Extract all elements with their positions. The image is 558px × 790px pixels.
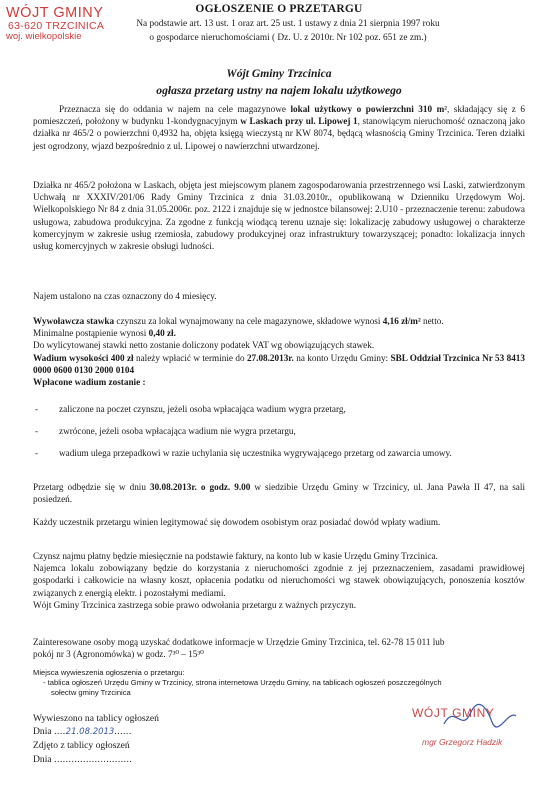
p7-account: SBL Oddział Trzcinica Nr 53 8413 0000 0600 0130 2000 0104	[33, 352, 525, 375]
posted-label: Wywieszono na tablicy ogłoszeń	[33, 713, 159, 724]
legal-line-1: Na podstawie art. 13 ust. 1 oraz art. 25 ust. 1 ustawy z dnia 21 sierpnia 1997 roku	[136, 19, 440, 29]
paragraph-contact	[33, 636, 525, 660]
p12-text: Najemca lokalu zobowiązany będzie do korzystania z nieruchomości zgodnie z jej przeznaczeniem, zasadami prawidłowej gospodarki i całkowicie na własny koszt, opłacenia podatku od nieruchomości wg stawek obowiązujących, ponoszenia kosztów związanych z energią elektr. i pozostałymi mediami.	[33, 563, 525, 598]
legal-basis	[88, 18, 488, 45]
paragraph-payment	[33, 550, 525, 611]
removed-date-blank: ...........................	[54, 753, 133, 765]
posting-record	[33, 712, 253, 766]
removed-date-label: Dnia	[33, 753, 52, 765]
announcement-line-1: Wójt Gminy Trzcinica	[226, 67, 332, 80]
signature-name: mgr Grzegorz Hadzik	[422, 737, 503, 747]
removed-label: Zdjęto z tablicy ogłoszeń	[33, 740, 130, 752]
posted-date-row: Dnia ....21.08.2013......	[33, 726, 132, 738]
list-item: - zwrócone, jeżeli osoba wpłacająca wadium nie wygra przetargu,	[33, 425, 525, 437]
p8-text: Wpłacone wadium zostanie :	[33, 377, 146, 388]
p4-text: czynszu za lokal wynajmowany na cele magazynowe, składowe wynosi	[114, 316, 383, 326]
wadium-list	[33, 403, 525, 460]
paragraph-rates	[33, 315, 525, 388]
p7-deadline: 27.08.2013r.	[246, 352, 294, 363]
p9-place: w siedzibie Urzędu Gminy w Trzcinicy, ul. Jana Pawła II 47, na sali posiedzeń.	[33, 482, 525, 505]
p9-text: Przetarg odbędzie się w dniu	[33, 482, 150, 492]
page-title: OGŁOSZENIE O PRZETARGU	[195, 3, 363, 15]
legal-line-2: o gospodarce nieruchomościami ( Dz. U. z 2010r. Nr 102 poz. 651 ze zm.)	[149, 32, 427, 43]
p2-text: Działka nr 465/2 położona w Laskach, objęta jest miejscowym planem zagospodarowania przestrzennego wsi Laski, zatwierdzonym Uchwałą nr XXXIV/201/06 Rady Gminy Trzcinica z dnia 31.03.2010r., opublikowaną w Dzienniku Urzędowym Woj. Wielkopolskiego Nr 84 z dnia 31.05.2006r. poz. 2122 i znajduje się w jednostce bilansowej: 2.U10 - przeznaczenie terenu: zabudowa usługowa, zabudowa produkcyjna. Za zgodne z funkcją wiodącą terenu uznaje się: lokalizację zabudowy usługowej o charakterze komercyjnym w zakresie usług rzemiosła, zabudowy produkcyjnej oraz infrastruktury towarzyszącej; ponadto: lokalizacja innych usług komercyjnych w zakresie obsługi ludności.	[33, 180, 525, 252]
paragraph-zoning	[33, 179, 525, 252]
posted-date-label: Dnia	[33, 726, 52, 738]
p4-rate: 4,16 zł/m²	[382, 316, 421, 326]
p1-area: lokal użytkowy o powierzchni 310 m²	[290, 104, 447, 114]
p14-text-b: pokój nr 3 (Agronomówka) w godz. 7³⁰ – 15³⁰	[33, 649, 204, 660]
removed-date-row	[33, 753, 253, 766]
p7-text: należy wpłacić w terminie do	[133, 352, 247, 363]
p7-wadium: Wadium wysokości 400 zł	[33, 352, 134, 363]
signature-stamp: WÓJT GMINY	[412, 706, 495, 720]
p1-text-c: , składający się z 6 pomieszczeń, położony w budynku 1-kondygnacyjnym	[33, 104, 526, 127]
p5-text: Minimalne postąpienie wynosi	[33, 328, 149, 339]
posting-item-cont: sołectw gminy Trzcinica	[51, 688, 131, 697]
p4-label: Wywoławcza stawka	[33, 316, 115, 326]
list-item: - wadium ulega przepadkowi w razie uchylania się uczestnika wygrywającego przetarg od zawarcia umowy.	[33, 447, 525, 459]
paragraph-property	[33, 103, 525, 152]
p10-text: Każdy uczestnik przetargu winien legitymować się dowodem osobistym oraz posiadać dowód wpłaty wadium.	[33, 517, 441, 527]
signature-scribble	[440, 702, 520, 732]
announcement-line-2: ogłasza przetarg ustny na najem lokalu użytkowego	[156, 84, 402, 97]
posting-item: - tablica ogłoszeń Urzędu Gminy w Trzcinicy, strona internetowa Urzędu Gminy, na tablicach ogłoszeń poszczególnych	[43, 678, 442, 687]
announcement-heading	[0, 65, 558, 99]
p11-text: Czynsz najmu płatny będzie miesięcznie na podstawie faktury, na konto lub w kasie Urzędu Gminy Trzcinica.	[33, 551, 438, 561]
p13-text: Wójt Gminy Trzcinica zastrzega sobie prawo odwołania przetargu z ważnych przyczyn.	[33, 599, 357, 610]
p9-datetime: 30.08.2013r. o godz. 9.00	[149, 482, 251, 492]
p14-text-a: Zainteresowane osoby mogą uzyskać dodatkowe informacje w Urzędzie Gminy Trzcinica, tel. 62-78 15 011 lub	[33, 637, 445, 647]
paragraph-id	[33, 516, 525, 528]
posted-date-value: 21.08.2013	[65, 727, 115, 738]
stamp-line-1: WÓJT GMINY	[6, 5, 104, 21]
paragraph-term	[33, 290, 525, 302]
posting-places	[33, 668, 533, 698]
p1-location: w Laskach przy ul. Lipowej 1	[240, 116, 358, 127]
p1-text-e: , stanowiącym nieruchomość oznaczoną jako działka nr 465/2 o powierzchni 0,4932 ha, objęta księgą wieczystą nr KW 8074, będącą własnością Gminy Trzcinica. Teren działki jest ogrodzony, wjazd bezpośrednio z ul. Lipowej o nawierzchni utwardzonej.	[33, 116, 525, 151]
p5-value: 0,40 zł.	[148, 328, 176, 339]
p1-text-a: Przeznacza się do oddania w najem na cele magazynowe	[59, 104, 291, 114]
stamp-line-3: woj. wielkopolskie	[6, 31, 82, 43]
p3-text: Najem ustalono na czas oznaczony do 4 miesięcy.	[33, 291, 217, 301]
list-item: - zaliczone na poczet czynszu, jeżeli osoba wpłacająca wadium wygra przetarg,	[33, 403, 525, 415]
p7-text-2: na konto Urzędu Gminy:	[293, 352, 391, 363]
p4-netto: netto.	[420, 316, 444, 326]
paragraph-auction	[33, 481, 525, 505]
posting-heading: Miejsca wywieszenia ogłoszenia o przetargu:	[33, 668, 185, 677]
stamp-line-2: 63-620 TRZCINICA	[8, 20, 105, 33]
p6-text: Do wylicytowanej stawki netto zostanie doliczony podatek VAT wg obowiązujących stawek.	[33, 340, 375, 351]
